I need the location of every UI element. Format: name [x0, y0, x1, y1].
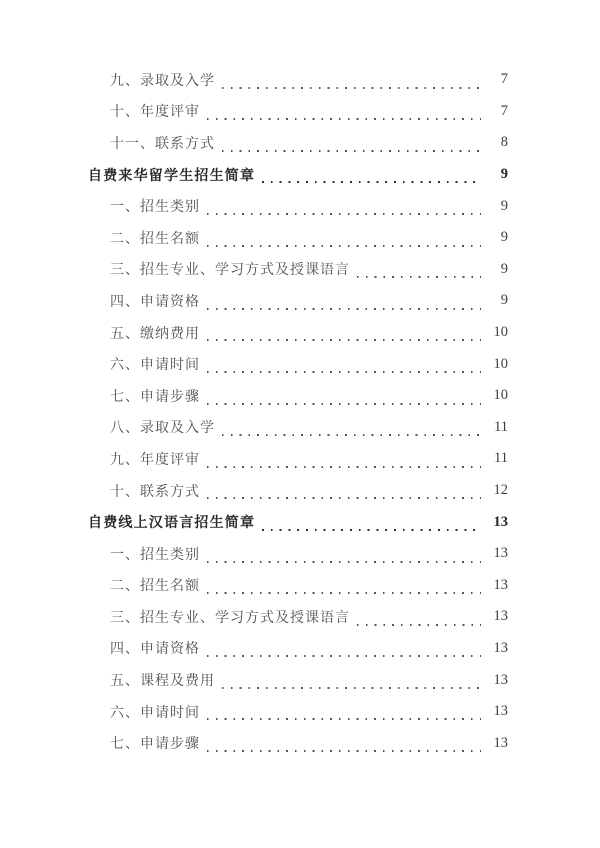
- dot-leader: [207, 655, 481, 657]
- dot-leader: [207, 403, 481, 405]
- toc-item-entry: [88, 190, 508, 222]
- toc-entry-page-number: 9: [500, 260, 508, 277]
- toc-entry-page-number: 13: [493, 734, 508, 751]
- toc-entry-label: 四、申请资格: [110, 642, 200, 658]
- toc-entry-label: 六、申请时间: [110, 358, 200, 374]
- toc-item-entry: [88, 538, 508, 570]
- toc-entry-label: 自费来华留学生招生简章: [88, 168, 256, 184]
- toc-entry-page-number: 13: [493, 639, 508, 656]
- dot-leader: [207, 561, 481, 563]
- toc-item-entry: [88, 633, 508, 665]
- toc-entry-page-number: 11: [494, 418, 508, 435]
- toc-entry-page-number: 8: [500, 134, 508, 151]
- dot-leader: [207, 245, 481, 247]
- dot-leader: [357, 624, 481, 626]
- table-of-contents: [88, 64, 508, 759]
- toc-entry-label: 三、招生专业、学习方式及授课语言: [110, 610, 350, 626]
- toc-entry-label: 一、招生类别: [110, 547, 200, 563]
- toc-entry-label: 七、申请步骤: [110, 737, 200, 753]
- toc-heading-entry: [88, 506, 508, 538]
- toc-entry-label: 五、课程及费用: [110, 674, 215, 690]
- dot-leader: [222, 687, 481, 689]
- toc-entry-page-number: 9: [500, 166, 508, 183]
- toc-entry-label: 七、申请步骤: [110, 389, 200, 405]
- dot-leader: [222, 434, 481, 436]
- toc-item-entry: [88, 601, 508, 633]
- toc-heading-entry: [88, 159, 508, 191]
- toc-entry-page-number: 9: [500, 197, 508, 214]
- toc-entry-page-number: 7: [500, 71, 508, 88]
- toc-entry-page-number: 13: [493, 671, 508, 688]
- dot-leader: [357, 276, 481, 278]
- toc-item-entry: [88, 254, 508, 286]
- toc-entry-page-number: 9: [500, 292, 508, 309]
- toc-item-entry: [88, 412, 508, 444]
- toc-item-entry: [88, 64, 508, 96]
- toc-item-entry: [88, 127, 508, 159]
- toc-item-entry: [88, 317, 508, 349]
- toc-entry-label: 四、申请资格: [110, 294, 200, 310]
- toc-entry-page-number: 10: [493, 355, 508, 372]
- dot-leader: [207, 118, 481, 120]
- toc-entry-page-number: 13: [493, 576, 508, 593]
- toc-entry-page-number: 13: [493, 608, 508, 625]
- toc-entry-label: 九、年度评审: [110, 452, 200, 468]
- dot-leader: [207, 592, 481, 594]
- dot-leader: [207, 308, 481, 310]
- toc-entry-label: 二、招生名额: [110, 231, 200, 247]
- toc-item-entry: [88, 348, 508, 380]
- toc-item-entry: [88, 285, 508, 317]
- toc-entry-page-number: 7: [500, 102, 508, 119]
- toc-entry-label: 十、联系方式: [110, 484, 200, 500]
- dot-leader: [262, 181, 481, 183]
- toc-item-entry: [88, 570, 508, 602]
- toc-item-entry: [88, 96, 508, 128]
- toc-item-entry: [88, 475, 508, 507]
- toc-entry-label: 八、录取及入学: [110, 421, 215, 437]
- dot-leader: [262, 529, 481, 531]
- dot-leader: [207, 339, 481, 341]
- toc-entry-page-number: 10: [493, 387, 508, 404]
- toc-entry-page-number: 11: [494, 450, 508, 467]
- dot-leader: [207, 497, 481, 499]
- toc-entry-label: 十一、联系方式: [110, 136, 215, 152]
- dot-leader: [207, 213, 481, 215]
- toc-entry-page-number: 13: [493, 703, 508, 720]
- dot-leader: [207, 718, 481, 720]
- toc-item-entry: [88, 664, 508, 696]
- toc-entry-page-number: 12: [493, 482, 508, 499]
- dot-leader: [207, 750, 481, 752]
- toc-entry-page-number: 13: [493, 545, 508, 562]
- toc-entry-label: 六、申请时间: [110, 705, 200, 721]
- toc-entry-page-number: 10: [493, 324, 508, 341]
- toc-entry-label: 二、招生名额: [110, 579, 200, 595]
- dot-leader: [207, 371, 481, 373]
- dot-leader: [207, 466, 481, 468]
- toc-entry-page-number: 13: [493, 513, 508, 530]
- toc-item-entry: [88, 380, 508, 412]
- toc-entry-label: 五、缴纳费用: [110, 326, 200, 342]
- toc-item-entry: [88, 222, 508, 254]
- toc-entry-label: 自费线上汉语言招生简章: [88, 516, 256, 532]
- toc-item-entry: [88, 696, 508, 728]
- toc-entry-label: 三、招生专业、学习方式及授课语言: [110, 263, 350, 279]
- toc-entry-label: 一、招生类别: [110, 200, 200, 216]
- toc-item-entry: [88, 443, 508, 475]
- toc-entry-label: 九、录取及入学: [110, 73, 215, 89]
- dot-leader: [222, 87, 481, 89]
- toc-item-entry: [88, 727, 508, 759]
- toc-entry-label: 十、年度评审: [110, 105, 200, 121]
- dot-leader: [222, 150, 481, 152]
- toc-entry-page-number: 9: [500, 229, 508, 246]
